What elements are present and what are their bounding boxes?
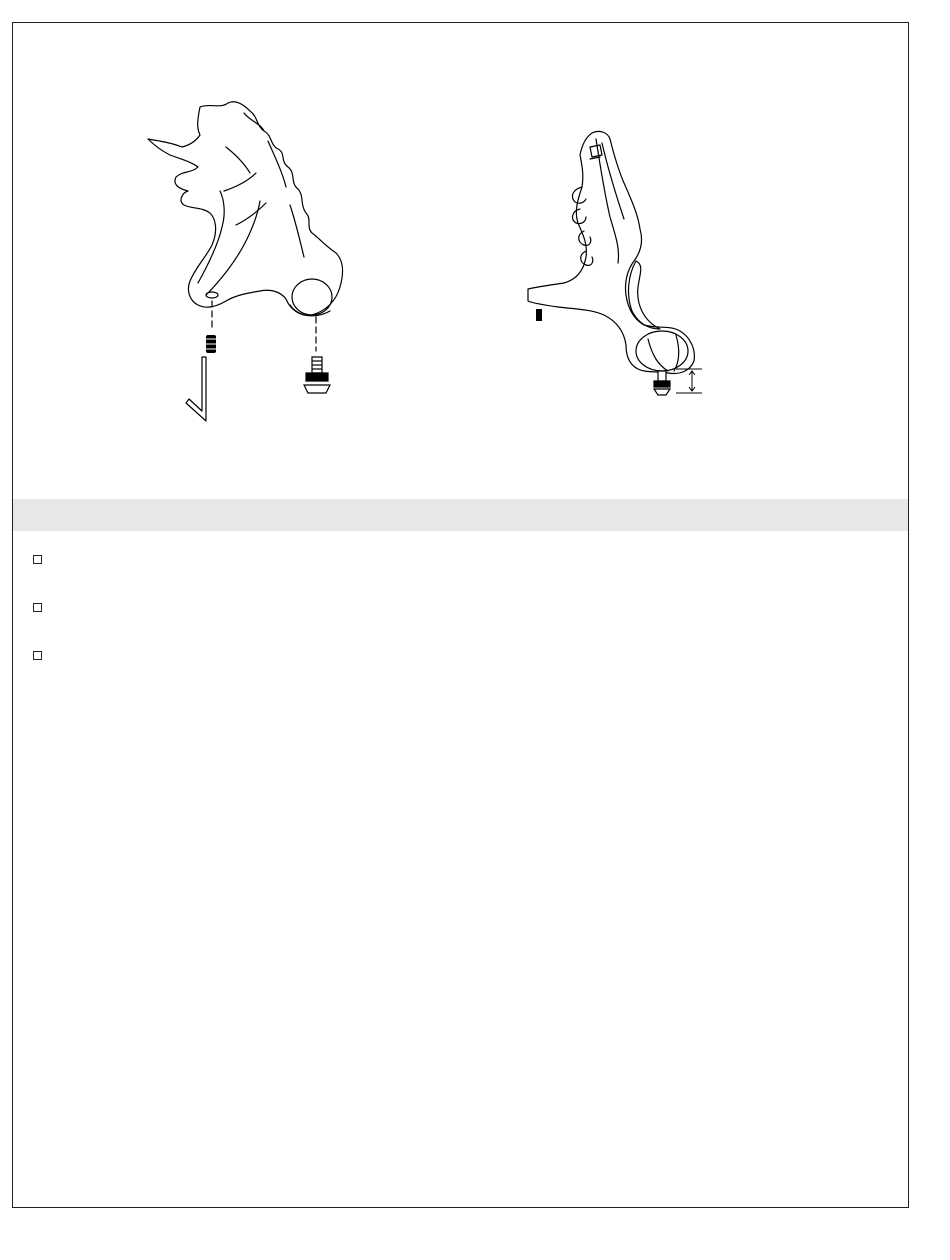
leveler-bolt-icon <box>304 357 330 393</box>
claw-foot-exploded-illustration <box>140 95 350 430</box>
checklist-checkbox-3[interactable] <box>33 651 42 660</box>
section-header-band <box>13 499 908 531</box>
set-screw-hole <box>206 292 218 298</box>
inner-arch <box>629 261 660 329</box>
leveler-side-icon <box>654 371 670 395</box>
set-screw-icon <box>206 335 216 353</box>
hex-key-icon <box>186 357 206 421</box>
claw-foot-side-illustration <box>520 125 770 415</box>
checklist-checkbox-2[interactable] <box>33 603 42 612</box>
claw-foot-outline <box>148 102 343 316</box>
claw-ball-side <box>636 331 688 371</box>
checklist-checkbox-1[interactable] <box>33 555 42 564</box>
mounting-stud-icon <box>536 309 542 321</box>
claw-ball <box>292 279 332 315</box>
claw-foot-side-outline <box>528 131 694 373</box>
